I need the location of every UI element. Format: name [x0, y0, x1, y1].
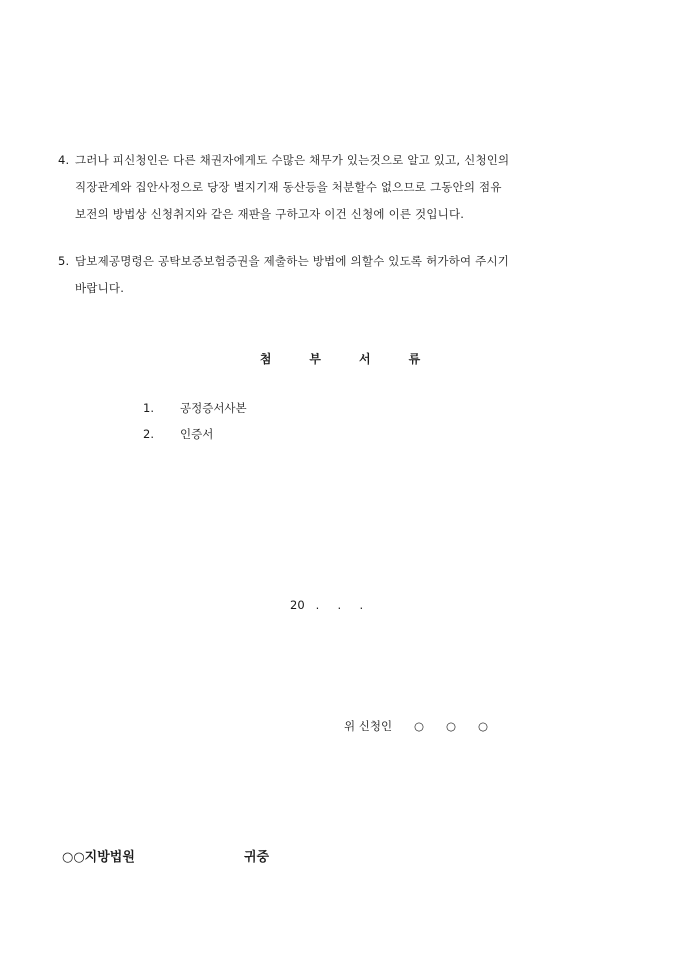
paragraph-number: 5.	[58, 254, 70, 268]
paragraph-4	[58, 147, 622, 228]
applicant-line: 위 신청인 ○ ○ ○	[344, 719, 488, 733]
paragraph-text: 그러나 피신청인은 다른 채권자에게도 수많은 채무가 있는것으로 알고 있고, 신청인의	[75, 153, 510, 167]
attachment-item	[143, 400, 247, 416]
attachment-item	[143, 426, 213, 442]
paragraph-line: 바랍니다.	[75, 281, 125, 295]
attachment-number: 2.	[143, 427, 154, 441]
paragraph-line	[58, 147, 622, 174]
attachments-heading: 첨부서류	[259, 352, 459, 366]
paragraph-line: 직장관계와 집안사정으로 당장 별지기재 동산등을 처분할수 없으므로 그동안의 점유	[75, 180, 502, 194]
court-name: ○○지방법원	[62, 850, 135, 865]
respect-suffix: 귀중	[244, 850, 270, 865]
attachment-number: 1.	[143, 401, 154, 415]
paragraph-line: 보전의 방법상 신청취지와 같은 재판을 구하고자 이건 신청에 이른 것입니다.	[75, 207, 465, 221]
paragraph-5	[58, 248, 622, 302]
paragraph-number: 4.	[58, 153, 70, 167]
paragraph-line	[58, 248, 622, 275]
attachment-label: 공정증서사본	[180, 401, 247, 415]
date-line: 20 . . .	[290, 598, 364, 612]
attachment-label: 인증서	[180, 427, 214, 441]
paragraph-text: 담보제공명령은 공탁보증보험증권을 제출하는 방법에 의할수 있도록 허가하여 주시기	[75, 254, 510, 268]
